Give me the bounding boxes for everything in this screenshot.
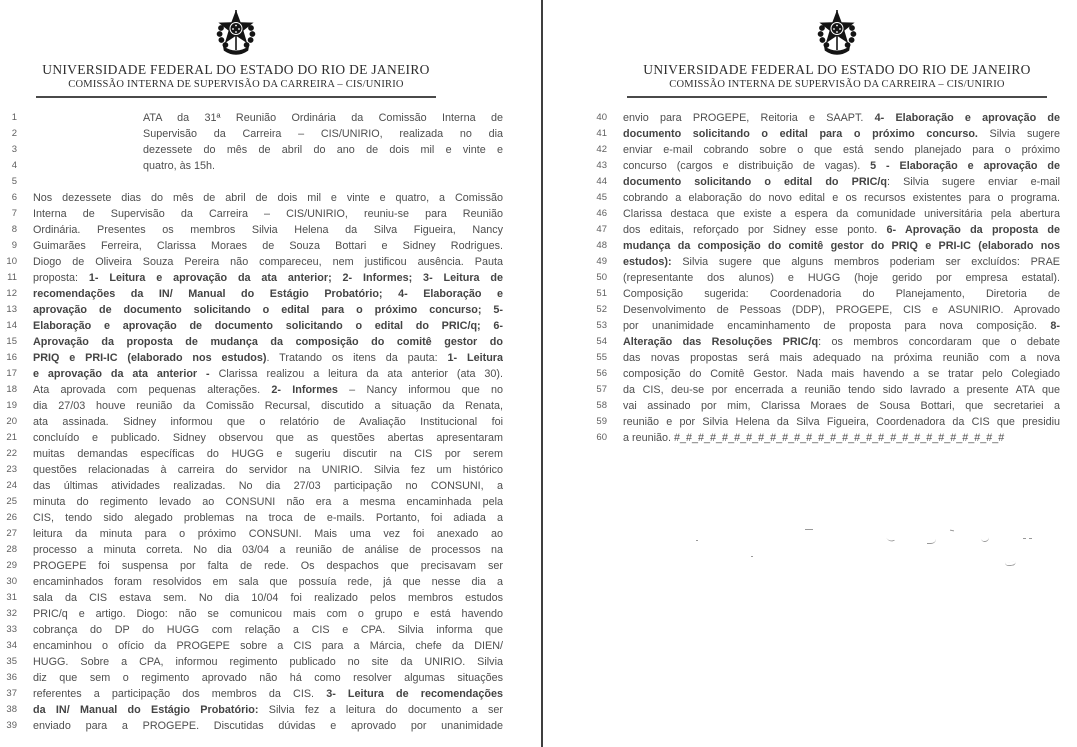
line-number: 51 — [596, 288, 607, 299]
line-text: PROGEPE foi suspensa por falta de rede. Os despachos que precisavam ser — [33, 560, 503, 572]
line-text: por unanimidade encaminhamento de proposta para nova composição. 8- — [623, 320, 1060, 332]
text-line — [588, 302, 1060, 318]
line-text: PRIQ e PRI-IC (elaborado nos estudos). Tratando os itens da pauta: 1- Leitura — [33, 352, 503, 364]
line-text: cobrança do DP do HUGG com relação a CIS e CPA. Silvia informa que — [33, 624, 503, 636]
line-number: 35 — [6, 656, 17, 667]
line-text: da IN/ Manual do Estágio Probatório: Silvia fez a leitura do documento a ser — [33, 704, 503, 716]
letterhead — [627, 0, 1047, 98]
line-text: (representante dos alunos) e HUGG (hoje gerido por empresa estatal). — [623, 272, 1060, 284]
line-text: documento solicitando o edital do PRIC/q: Silvia sugere enviar e-mail — [623, 176, 1060, 188]
line-number: 31 — [6, 592, 17, 603]
text-line — [588, 334, 1060, 350]
text-line — [0, 638, 503, 654]
line-text: das últimas atividades realizadas. No dia 27/03 participação no CONSUNI, a — [33, 480, 503, 492]
line-number: 14 — [6, 320, 17, 331]
line-number: 6 — [11, 192, 17, 203]
line-number: 33 — [6, 624, 17, 635]
line-number: 23 — [6, 464, 17, 475]
text-line — [588, 158, 1060, 174]
text-line — [588, 430, 1060, 446]
line-text: referentes a participação dos membros da CIS. 3- Leitura de recomendações — [33, 688, 503, 700]
text-line — [0, 430, 503, 446]
text-line — [0, 190, 503, 206]
committee-name: COMISSÃO INTERNA DE SUPERVISÃO DA CARREIRA – CIS/UNIRIO — [669, 79, 1005, 90]
line-number: 56 — [596, 368, 607, 379]
line-text: Ordinária. Presentes os membros Silvia Helena da Silva Figueira, Nancy — [33, 224, 503, 236]
line-text: documento solicitando o edital para o próximo concurso. Silvia sugere — [623, 128, 1060, 140]
letterhead — [36, 0, 436, 98]
header-rule — [36, 96, 436, 98]
line-text: dia 27/03 houve reunião da Comissão Recursal, discutido a situação da Renata, — [33, 400, 503, 412]
line-text: concluído e publicado. Sidney observou que as questões abertas apresentaram — [33, 432, 503, 444]
text-line — [0, 510, 503, 526]
text-line — [0, 702, 503, 718]
line-number: 22 — [6, 448, 17, 459]
line-text: processo a minuta correta. No dia 03/04 a reunião de análise de processos na — [33, 544, 503, 556]
line-text: composição do Comitê Gestor. Nada mais havendo a se tratar pelo Colegiado — [623, 368, 1060, 380]
text-line — [0, 110, 503, 126]
text-line — [0, 270, 503, 286]
line-text: Elaboração e aprovação de documento solicitando o edital do PRIC/q; 6- — [33, 320, 503, 332]
line-number: 57 — [596, 384, 607, 395]
line-number: 3 — [11, 144, 17, 155]
text-line — [588, 414, 1060, 430]
line-text: dos editais, reforçado por Sidney esse ponto. 6- Aprovação da proposta de — [623, 224, 1060, 236]
line-number: 15 — [6, 336, 17, 347]
line-text: reunião e por Silvia Helena da Silva Figueira, Coordenadora da CIS que presidiu — [623, 416, 1060, 428]
line-number: 19 — [6, 400, 17, 411]
line-number: 54 — [596, 336, 607, 347]
page-2 — [543, 0, 1077, 747]
text-line — [588, 286, 1060, 302]
line-number: 49 — [596, 256, 607, 267]
line-number: 50 — [596, 272, 607, 283]
text-line — [0, 222, 503, 238]
line-number: 30 — [6, 576, 17, 587]
line-text: PRIC/q e artigo. Diogo: não se comunicou mais com o grupo e está havendo — [33, 608, 503, 620]
text-line — [588, 382, 1060, 398]
line-number: 39 — [6, 720, 17, 731]
line-number: 12 — [6, 288, 17, 299]
text-line — [0, 574, 503, 590]
brazil-coat-of-arms-icon — [814, 8, 860, 58]
line-text: Interna de Supervisão da Carreira – CIS/UNIRIO, reuniu-se para Reunião — [33, 208, 503, 220]
text-line — [0, 254, 503, 270]
text-line — [0, 238, 503, 254]
line-number: 52 — [596, 304, 607, 315]
line-text: concurso (cargos e distribuição de vagas). 5 - Elaboração e aprovação de — [623, 160, 1060, 172]
line-text: e aprovação da ata anterior - Clarissa realizou a leitura da ata anterior (ata 30). — [33, 368, 503, 380]
line-text: sala da CIS estava sem. No dia 10/04 foi realizado pelos membros estudos — [33, 592, 503, 604]
line-number: 18 — [6, 384, 17, 395]
line-text: ATA da 31ª Reunião Ordinária da Comissão Interna de — [143, 112, 503, 124]
text-line — [588, 142, 1060, 158]
line-number: 59 — [596, 416, 607, 427]
line-text: enviar e-mail cobrando sobre o que está sendo planejado para o próximo — [623, 144, 1060, 156]
line-number: 48 — [596, 240, 607, 251]
line-text: Supervisão da Carreira – CIS/UNIRIO, realizada no dia — [143, 128, 503, 140]
university-name: UNIVERSIDADE FEDERAL DO ESTADO DO RIO DE JANEIRO — [643, 62, 1031, 77]
line-number: 53 — [596, 320, 607, 331]
line-text: Ata aprovada com pequenas alterações. 2- Informes – Nancy informou que no — [33, 384, 503, 396]
line-text: leitura da minuta para o próximo CONSUNI. Mais uma vez foi anexado ao — [33, 528, 503, 540]
line-text: cobrando a elaboração do novo edital e os recursos existentes para o programa. — [623, 192, 1060, 204]
line-number: 43 — [596, 160, 607, 171]
line-number: 46 — [596, 208, 607, 219]
line-text: dezessete do mês de abril do ano de dois mil e vinte e — [143, 144, 503, 156]
text-line — [588, 366, 1060, 382]
line-text: das novas propostas será mais adequado na próxima reunião com a nova — [623, 352, 1060, 364]
text-line — [0, 462, 503, 478]
line-number: 24 — [6, 480, 17, 491]
line-text: ata assinada. Sidney informou que o relatório de Avaliação Institucional foi — [33, 416, 503, 428]
line-number: 41 — [596, 128, 607, 139]
text-line — [0, 382, 503, 398]
text-line — [588, 222, 1060, 238]
line-number: 60 — [596, 432, 607, 443]
text-line — [588, 254, 1060, 270]
line-text: mudança da composição do comitê gestor do PRIQ e PRI-IC (elaborado nos — [623, 240, 1060, 252]
line-text: aprovação de documento solicitando o edital para o próximo concurso; 5- — [33, 304, 503, 316]
line-number: 45 — [596, 192, 607, 203]
line-text: proposta: 1- Leitura e aprovação da ata anterior; 2- Informes; 3- Leitura de — [33, 272, 503, 284]
text-line — [0, 350, 503, 366]
line-number: 29 — [6, 560, 17, 571]
line-text: Desenvolvimento de Pessoas (DDP), PROGEPE, CIS e ASUNIRIO. Aprovado — [623, 304, 1060, 316]
committee-name: COMISSÃO INTERNA DE SUPERVISÃO DA CARREIRA – CIS/UNIRIO — [68, 79, 404, 90]
line-text: recomendações da IN/ Manual do Estágio Probatório; 4- Elaboração e — [33, 288, 503, 300]
line-number: 1 — [11, 112, 17, 123]
line-number: 32 — [6, 608, 17, 619]
line-text: diz que sem o regimento aprovado não há como resolver algumas situações — [33, 672, 503, 684]
text-line — [0, 686, 503, 702]
text-line — [0, 526, 503, 542]
line-number: 26 — [6, 512, 17, 523]
text-line — [0, 286, 503, 302]
line-number: 9 — [11, 240, 17, 251]
text-line — [0, 478, 503, 494]
brazil-coat-of-arms-icon — [213, 8, 259, 58]
line-text: CIS, tendo sido alegado problemas na troca de e-mails. Portanto, foi adiada a — [33, 512, 503, 524]
text-line — [0, 718, 503, 734]
line-number: 13 — [6, 304, 17, 315]
text-line — [0, 670, 503, 686]
line-number: 25 — [6, 496, 17, 507]
line-text: questões relacionadas à carreira do servidor na UNIRIO. Silvia fez um histórico — [33, 464, 503, 476]
text-line — [0, 302, 503, 318]
text-line — [0, 126, 503, 142]
text-line — [0, 654, 503, 670]
line-number: 27 — [6, 528, 17, 539]
line-text: HUGG. Sobre a CPA, informou regimento publicado no site da UNIRIO. Silvia — [33, 656, 503, 668]
line-text: estudos): Silvia sugere que alguns membros poderiam ser excluídos: PRAE — [623, 256, 1060, 268]
line-text: vai assinado por mim, Clarissa Moraes de Sousa Bottari, que secretariei a — [623, 400, 1060, 412]
line-text: envio para PROGEPE, Reitoria e SAAPT. 4- Elaboração e aprovação de — [623, 112, 1060, 124]
line-text: Clarissa destaca que existe a espera da comunidade universitária pela abertura — [623, 208, 1060, 220]
text-line — [588, 126, 1060, 142]
line-text: Nos dezessete dias do mês de abril de dois mil e vinte e quatro, a Comissão — [33, 192, 503, 204]
line-number: 11 — [7, 272, 17, 283]
page-2-lines — [588, 110, 1060, 446]
text-line — [0, 334, 503, 350]
line-text: encaminhados foram resolvidos em sala que possuía rede, já que nesse dia a — [33, 576, 503, 588]
line-text: Aprovação da proposta de mudança da composição do comitê gestor do — [33, 336, 503, 348]
text-line — [588, 206, 1060, 222]
header-rule — [627, 96, 1047, 98]
text-line — [0, 158, 503, 174]
text-line — [0, 622, 503, 638]
line-number: 7 — [11, 208, 17, 219]
line-text: a reunião. #_#_#_#_#_#_#_#_#_#_#_#_#_#_#_#_#_#_#_#_#_#_#_#_#_#_#_# — [623, 432, 1005, 444]
line-text: Guimarães Ferreira, Clarissa Moraes de Souza Bottari e Sidney Rodrigues. — [33, 240, 503, 252]
line-number: 34 — [6, 640, 17, 651]
line-number: 47 — [596, 224, 607, 235]
line-number: 42 — [596, 144, 607, 155]
line-number: 16 — [6, 352, 17, 363]
line-number: 17 — [6, 368, 17, 379]
text-line — [0, 318, 503, 334]
text-line — [0, 542, 503, 558]
text-line — [0, 606, 503, 622]
text-line — [588, 270, 1060, 286]
text-line — [588, 190, 1060, 206]
text-line — [588, 398, 1060, 414]
line-number: 40 — [596, 112, 607, 123]
line-number: 55 — [596, 352, 607, 363]
text-line — [588, 350, 1060, 366]
page-1-lines — [0, 110, 503, 734]
line-number: 20 — [6, 416, 17, 427]
text-line — [588, 318, 1060, 334]
text-line — [588, 110, 1060, 126]
text-line — [0, 366, 503, 382]
line-number: 10 — [6, 256, 17, 267]
text-line — [0, 174, 503, 190]
line-number: 44 — [596, 176, 607, 187]
text-line — [588, 174, 1060, 190]
line-number: 2 — [11, 128, 17, 139]
line-number: 37 — [6, 688, 17, 699]
line-text: muitas demandas específicas do HUGG e sugeriu discutir na CIS por serem — [33, 448, 503, 460]
line-number: 5 — [11, 176, 17, 187]
university-name: UNIVERSIDADE FEDERAL DO ESTADO DO RIO DE JANEIRO — [42, 62, 430, 77]
line-text: quatro, às 15h. — [143, 160, 216, 172]
line-number: 21 — [6, 432, 17, 443]
text-line — [0, 590, 503, 606]
text-line — [0, 142, 503, 158]
line-text: da CIS, deu-se por encerrada a reunião tendo sido lavrado a presente ATA que — [623, 384, 1060, 396]
text-line — [588, 238, 1060, 254]
line-number: 36 — [6, 672, 17, 683]
line-text — [33, 174, 503, 190]
line-number: 38 — [6, 704, 17, 715]
line-number: 28 — [6, 544, 17, 555]
line-text: Composição sugerida: Coordenadoria do Planejamento, Diretoria de — [623, 288, 1060, 300]
line-text: Alteração das Resoluções PRIC/q: os membros concordaram que o debate — [623, 336, 1060, 348]
line-text: Diogo de Oliveira Souza Pereira não compareceu, nem justificou ausência. Pauta — [33, 256, 503, 268]
line-number: 4 — [11, 160, 17, 171]
text-line — [0, 414, 503, 430]
text-line — [0, 206, 503, 222]
line-number: 58 — [596, 400, 607, 411]
line-text: minuta do regimento levado ao CONSUNI não era a mesma encaminhada pela — [33, 496, 503, 508]
line-text: encaminhou o ofício da PROGEPE sobre a CIS para a Márcia, chefe da DIEN/ — [33, 640, 503, 652]
text-line — [0, 446, 503, 462]
text-line — [0, 558, 503, 574]
text-line — [0, 494, 503, 510]
text-line — [0, 398, 503, 414]
line-number: 8 — [11, 224, 17, 235]
line-text: enviado para a PROGEPE. Discutidas dúvidas e aprovado por unanimidade — [33, 720, 503, 732]
